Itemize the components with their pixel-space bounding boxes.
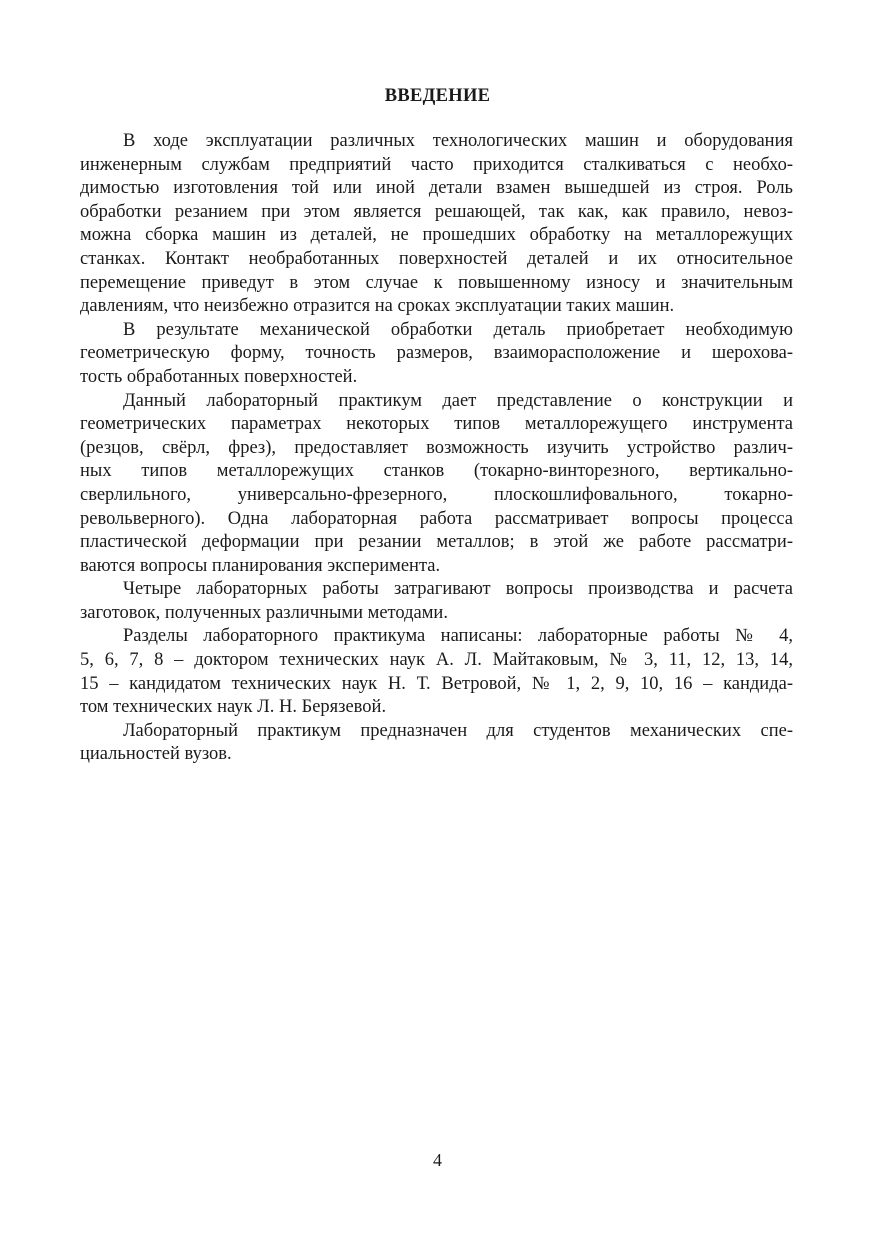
body-text — [80, 130, 793, 767]
text-line: заготовок, полученных различными методами. — [80, 602, 448, 623]
text-line: револьверного). Одна лабораторная работа рассматривает вопросы процесса — [80, 508, 793, 529]
text-line: инженерным службам предприятий часто приходится сталкиваться с необхо- — [80, 154, 793, 175]
text-line: В ходе эксплуатации различных технологических машин и оборудования — [123, 131, 793, 151]
paragraph — [80, 578, 793, 625]
text-line: сверлильного, универсально-фрезерного, плоскошлифовального, токарно- — [80, 484, 793, 505]
text-line: том технических наук Л. Н. Берязевой. — [80, 697, 387, 718]
text-line: ных типов металлорежущих станков (токарно-винторезного, вертикально- — [80, 461, 793, 482]
page-number: 4 — [433, 1150, 442, 1170]
paragraph — [80, 720, 793, 767]
text-line: В результате механической обработки деталь приобретает необходимую — [123, 319, 793, 340]
paragraph — [80, 390, 793, 579]
text-line: можна сборка машин из деталей, не прошедших обработку на металлорежущих — [80, 225, 793, 246]
paragraph — [80, 625, 793, 719]
text-line: Разделы лабораторного практикума написаны: лабораторные работы № 4, — [123, 626, 793, 647]
text-line: 15 – кандидатом технических наук Н. Т. Ветровой, № 1, 2, 9, 10, 16 – кандида- — [80, 673, 793, 694]
text-line: обработки резанием при этом является решающей, так как, как правило, невоз- — [80, 201, 793, 222]
text-line: (резцов, свёрл, фрез), предоставляет возможность изучить устройство различ- — [80, 437, 793, 458]
paragraph — [80, 130, 793, 319]
text-line: Лабораторный практикум предназначен для студентов механических спе- — [123, 720, 793, 741]
text-line: Четыре лабораторных работы затрагивают вопросы производства и расчета — [123, 579, 793, 600]
text-line: пластической деформации при резании металлов; в этой же работе рассматри- — [80, 532, 793, 553]
text-line: циальностей вузов. — [80, 744, 232, 765]
text-line: геометрическую форму, точность размеров, взаиморасположение и шерохова- — [80, 343, 793, 364]
text-line: давлениям, что неизбежно отразится на сроках эксплуатации таких машин. — [80, 296, 675, 317]
text-line: ваются вопросы планирования эксперимента. — [80, 555, 441, 576]
section-heading: ВВЕДЕНИЕ — [384, 86, 491, 106]
text-line: геометрических параметрах некоторых типов металлорежущего инструмента — [80, 414, 793, 435]
text-line: тость обработанных поверхностей. — [80, 366, 358, 387]
text-line: димостью изготовления той или иной детали взамен вышедшей из строя. Роль — [80, 178, 793, 199]
paragraph — [80, 319, 793, 390]
text-line: 5, 6, 7, 8 – доктором технических наук А. Л. Майтаковым, № 3, 11, 12, 13, 14, — [80, 650, 793, 671]
text-line: Данный лабораторный практикум дает представление о конструкции и — [123, 390, 793, 411]
text-line: перемещение приведут в этом случае к повышенному износу и значительным — [80, 272, 793, 293]
text-line: станках. Контакт необработанных поверхностей деталей и их относительное — [80, 248, 793, 269]
